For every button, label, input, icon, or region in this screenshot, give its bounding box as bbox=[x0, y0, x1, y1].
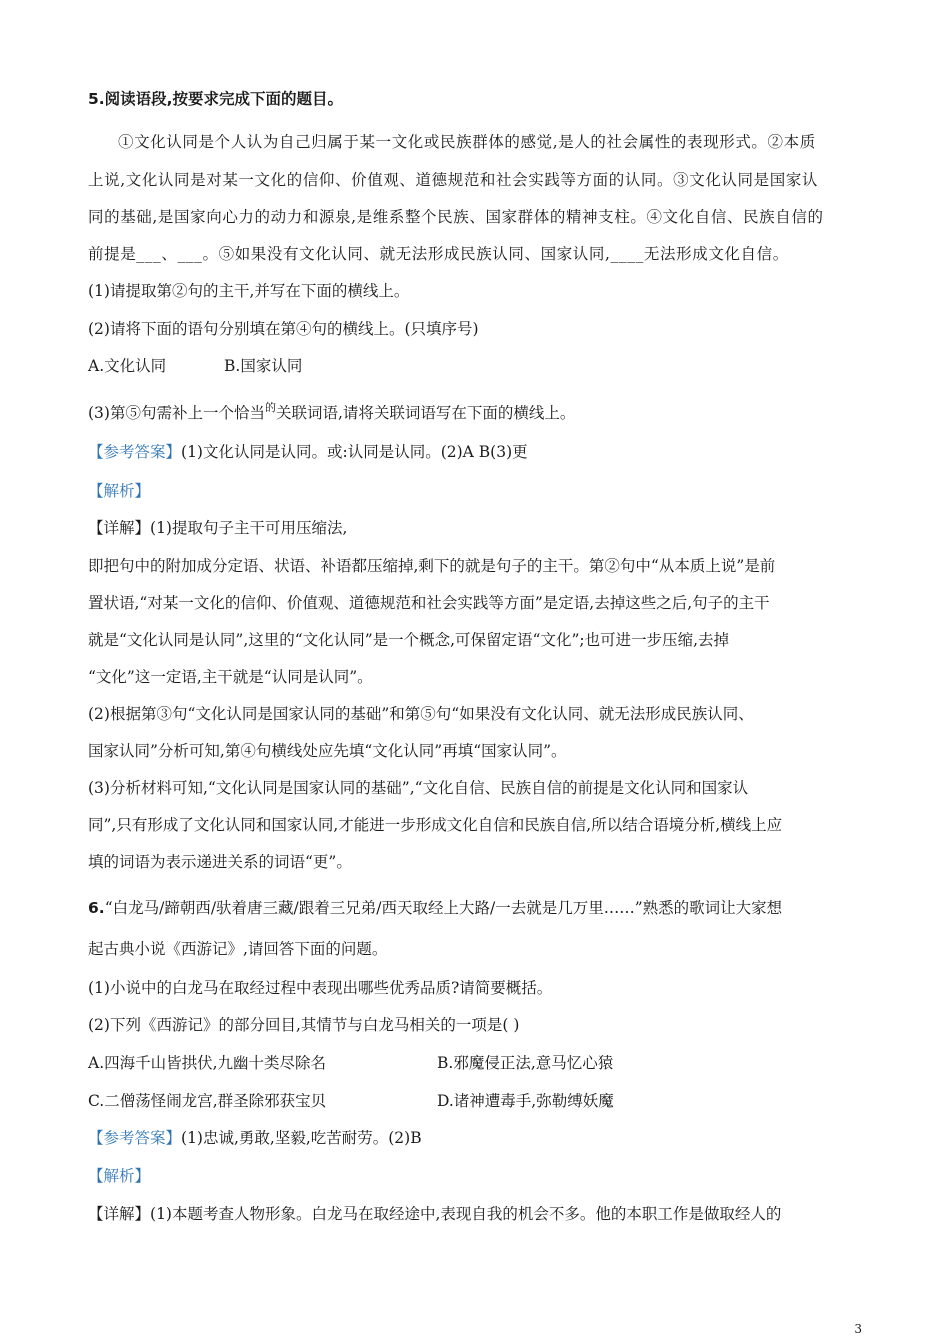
q5-header: 5.阅读语段,按要求完成下面的题目。 bbox=[88, 90, 344, 108]
q6-sub2: (2)下列《西游记》的部分回目,其情节与白龙马相关的一项是( ) bbox=[88, 1016, 520, 1034]
q5-detail-line: (2)根据第③句“文化认同是国家认同的基础”和第⑤句“如果没有文化认同、就无法形成民族认同、 bbox=[88, 705, 754, 723]
q5-passage-line-4: 前提是___、___。⑤如果没有文化认同、就无法形成民族认同、国家认同,____无法形成文化自信。 bbox=[88, 245, 789, 263]
q5-passage-line-2: 上说,文化认同是对某一文化的信仰、价值观、道德规范和社会实践等方面的认同。③文化认同是国家认 bbox=[88, 171, 819, 189]
q5-detail-line: 国家认同”分析可知,第④句横线处应先填“文化认同”再填“国家认同”。 bbox=[88, 742, 567, 760]
q5-sub1: (1)请提取第②句的主干,并写在下面的横线上。 bbox=[88, 282, 410, 300]
detail-tag: 【详解】 bbox=[88, 519, 151, 537]
q6-option-c: C.二僧荡怪闹龙宫,群圣除邪获宝贝 bbox=[88, 1092, 327, 1110]
q5-options bbox=[88, 355, 868, 377]
q6-answer: 【参考答案】(1)忠诚,勇敢,坚毅,吃苦耐劳。(2)B bbox=[88, 1129, 422, 1147]
detail-tag: 【详解】 bbox=[88, 1205, 151, 1223]
q6-detail: 【详解】(1)本题考查人物形象。白龙马在取经途中,表现自我的机会不多。他的本职工作是做取经人的 bbox=[88, 1205, 782, 1223]
q5-option-b: B.国家认同 bbox=[224, 357, 303, 375]
q6-option-a: A.四海千山皆拱伏,九幽十类尽除名 bbox=[88, 1054, 327, 1072]
q5-sub2: (2)请将下面的语句分别填在第④句的横线上。(只填序号) bbox=[88, 320, 479, 338]
q5-detail-first: 【详解】(1)提取句子主干可用压缩法, bbox=[88, 519, 348, 537]
q6-analysis-tag: 【解析】 bbox=[88, 1167, 151, 1185]
q5-passage-line-3: 同的基础,是国家向心力的动力和源泉,是维系整个民族、国家群体的精神支柱。④文化自信、民族自信的 bbox=[88, 208, 824, 226]
q5-detail-line: 就是“文化认同是认同”,这里的“文化认同”是一个概念,可保留定语“文化”;也可进一步压缩,去掉 bbox=[88, 631, 730, 649]
q5-detail-line: 置状语,“对某一文化的信仰、价值观、道德规范和社会实践等方面”是定语,去掉这些之后,句子的主干 bbox=[88, 594, 770, 612]
q5-analysis-tag: 【解析】 bbox=[88, 482, 151, 500]
answer-tag: 【参考答案】 bbox=[88, 443, 182, 461]
q5-detail-line: (3)分析材料可知,“文化认同是国家认同的基础”,“文化自信、民族自信的前提是文化认同和国家认 bbox=[88, 779, 749, 797]
q5-detail-line: 同”,只有形成了文化认同和国家认同,才能进一步形成文化自信和民族自信,所以结合语境分析,横线上应 bbox=[88, 816, 783, 834]
q6-header-line-1: 6.“白龙马/蹄朝西/驮着唐三藏/跟着三兄弟/西天取经上大路/一去就是几万里……”熟悉的歌词让大家想 bbox=[88, 899, 783, 917]
q5-detail-line: 即把句中的附加成分定语、状语、补语都压缩掉,剩下的就是句子的主干。第②句中“从本质上说”是前 bbox=[88, 557, 776, 575]
q5-detail-line: “文化”这一定语,主干就是“认同是认同”。 bbox=[88, 668, 373, 686]
q6-option-b: B.邪魔侵正法,意马忆心猿 bbox=[437, 1054, 614, 1072]
q6-option-d: D.诸神遭毒手,弥勒缚妖魔 bbox=[437, 1092, 614, 1110]
q5-answer: 【参考答案】(1)文化认同是认同。或:认同是认同。(2)A B(3)更 bbox=[88, 443, 528, 461]
q5-passage-line-1: ①文化认同是个人认为自己归属于某一文化或民族群体的感觉,是人的社会属性的表现形式。②本质 bbox=[118, 133, 816, 151]
q6-header-line-2: 起古典小说《西游记》,请回答下面的问题。 bbox=[88, 940, 388, 958]
q6-sub1: (1)小说中的白龙马在取经过程中表现出哪些优秀品质?请简要概括。 bbox=[88, 979, 553, 997]
q5-sub3: (3)第⑤句需补上一个恰当$^的$关联词语,请将关联词语写在下面的横线上。 bbox=[88, 401, 576, 422]
page-number: 3 bbox=[854, 1322, 862, 1336]
q5-option-a: A.文化认同 bbox=[88, 357, 167, 375]
q5-detail-line: 填的词语为表示递进关系的词语“更”。 bbox=[88, 853, 352, 871]
answer-tag: 【参考答案】 bbox=[88, 1129, 182, 1147]
